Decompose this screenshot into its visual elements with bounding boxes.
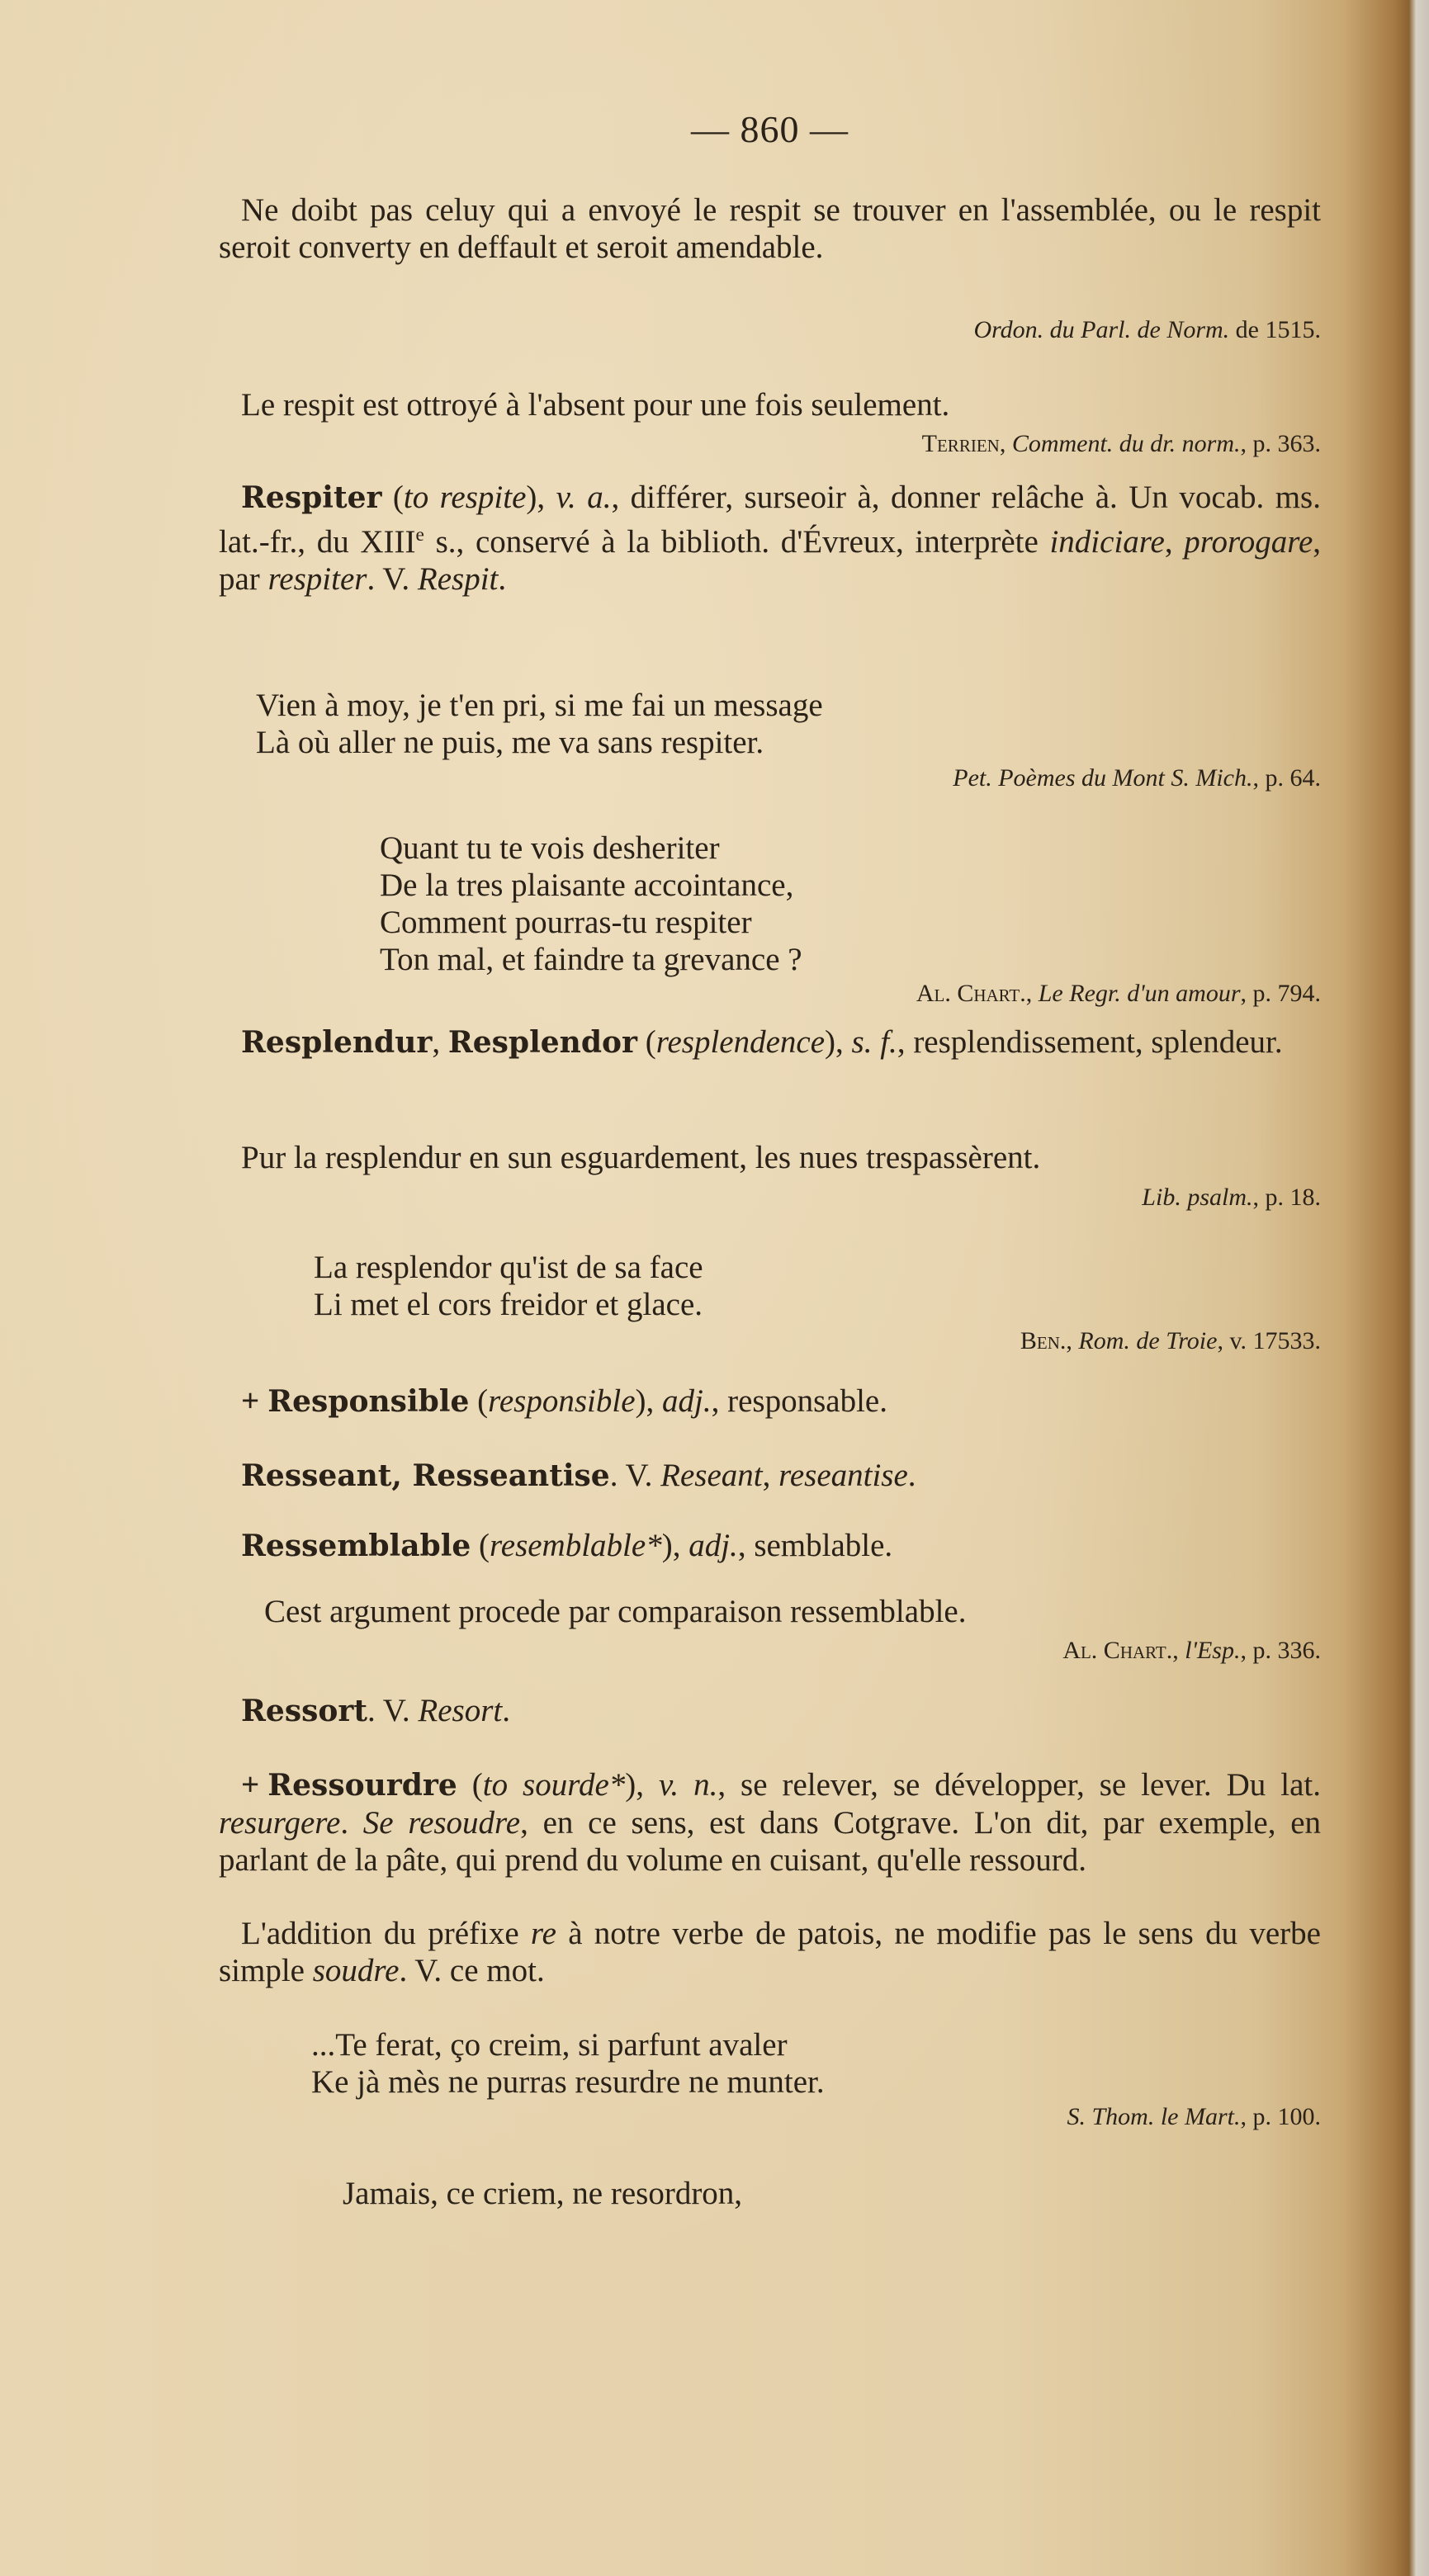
citation: Lib. psalm., p. 18. xyxy=(1142,1184,1321,1211)
entry-respiter: Respiter (to respite), v. a., différer, surseoir à, donner relâche à. Un vocab. ms. lat.-fr., du XIIIe s., conservé à la biblioth. d'Évreux, interprète indiciare, prorogare, par respiter. V. Respit. xyxy=(219,480,1322,597)
verse-block: Jamais, ce criem, ne resordron, xyxy=(343,2176,743,2211)
new-word-mark: + xyxy=(241,1383,260,1419)
citation: Al. Chart., Le Regr. d'un amour, p. 794. xyxy=(916,980,1321,1007)
cross-reference-link[interactable]: reseantise xyxy=(778,1458,908,1493)
entry-responsible: + Responsible (responsible), adj., responsable. xyxy=(241,1383,887,1419)
citation: Terrien, Comment. du dr. norm., p. 363. xyxy=(921,430,1321,457)
headword: Respiter xyxy=(241,480,382,515)
new-word-mark: + xyxy=(241,1767,260,1803)
verse-block: ...Te ferat, ço creim, si parfunt avaler Ke jà mès ne purras resurdre ne munter. xyxy=(311,2027,825,2100)
cross-reference-link[interactable]: Reseant xyxy=(660,1458,763,1493)
quote-paragraph: Ne doibt pas celuy qui a envoyé le respit se trouver en l'assemblée, ou le respit seroit converty en deffault et seroit amendable. xyxy=(219,192,1321,265)
entry-resseant: Resseant, Resseantise. V. Reseant, reseantise. xyxy=(241,1458,916,1493)
verse-block: La resplendor qu'ist de sa face Li met el cors freidor et glace. xyxy=(314,1250,703,1322)
cross-reference-link[interactable]: Resort xyxy=(418,1693,503,1728)
citation: Al. Chart., l'Esp., p. 336. xyxy=(1062,1637,1321,1664)
quote-paragraph: Pur la resplendur en sun esguardement, les nues trespassèrent. xyxy=(241,1140,1041,1175)
verse-block: Quant tu te vois desheriter De la tres plaisante accointance, Comment pourras-tu respiter Ton mal, et faindre ta grevance ? xyxy=(380,830,802,977)
quote-paragraph: Cest argument procede par comparaison ressemblable. xyxy=(264,1594,967,1629)
quote-paragraph: Le respit est ottroyé à l'absent pour une fois seulement. xyxy=(241,387,950,423)
commentary-paragraph: L'addition du préfixe re à notre verbe de patois, ne modifie pas le sens du verbe simple soudre. V. ce mot. xyxy=(219,1916,1321,1988)
verse-block: Vien à moy, je t'en pri, si me fai un message Là où aller ne puis, me va sans respiter. xyxy=(256,688,823,760)
entry-ressemblable: Ressemblable (resemblable*), adj., semblable. xyxy=(241,1528,893,1563)
citation: Ben., Rom. de Troie, v. 17533. xyxy=(1020,1327,1321,1354)
cross-reference-link[interactable]: Respit xyxy=(417,561,499,597)
entry-ressourdre: + Ressourdre (to sourde*), v. n., se relever, se développer, se lever. Du lat. resurgere. Se resoudre, en ce sens, est dans Cotgrave. L'on dit, par exemple, en parlant de la pâte, qui prend du volume en cuisant, qu'elle ressourd. xyxy=(219,1767,1322,1878)
entry-ressort: Ressort. V. Resort. xyxy=(241,1693,510,1728)
entry-resplendur: Resplendur, Resplendor (resplendence), s. f., resplendissement, splendeur. xyxy=(241,1024,1283,1060)
page-number: — 860 — xyxy=(691,108,849,150)
citation: Pet. Poèmes du Mont S. Mich., p. 64. xyxy=(953,764,1321,792)
citation: S. Thom. le Mart., p. 100. xyxy=(1067,2103,1321,2130)
citation: Ordon. du Parl. de Norm. de 1515. xyxy=(973,316,1321,343)
